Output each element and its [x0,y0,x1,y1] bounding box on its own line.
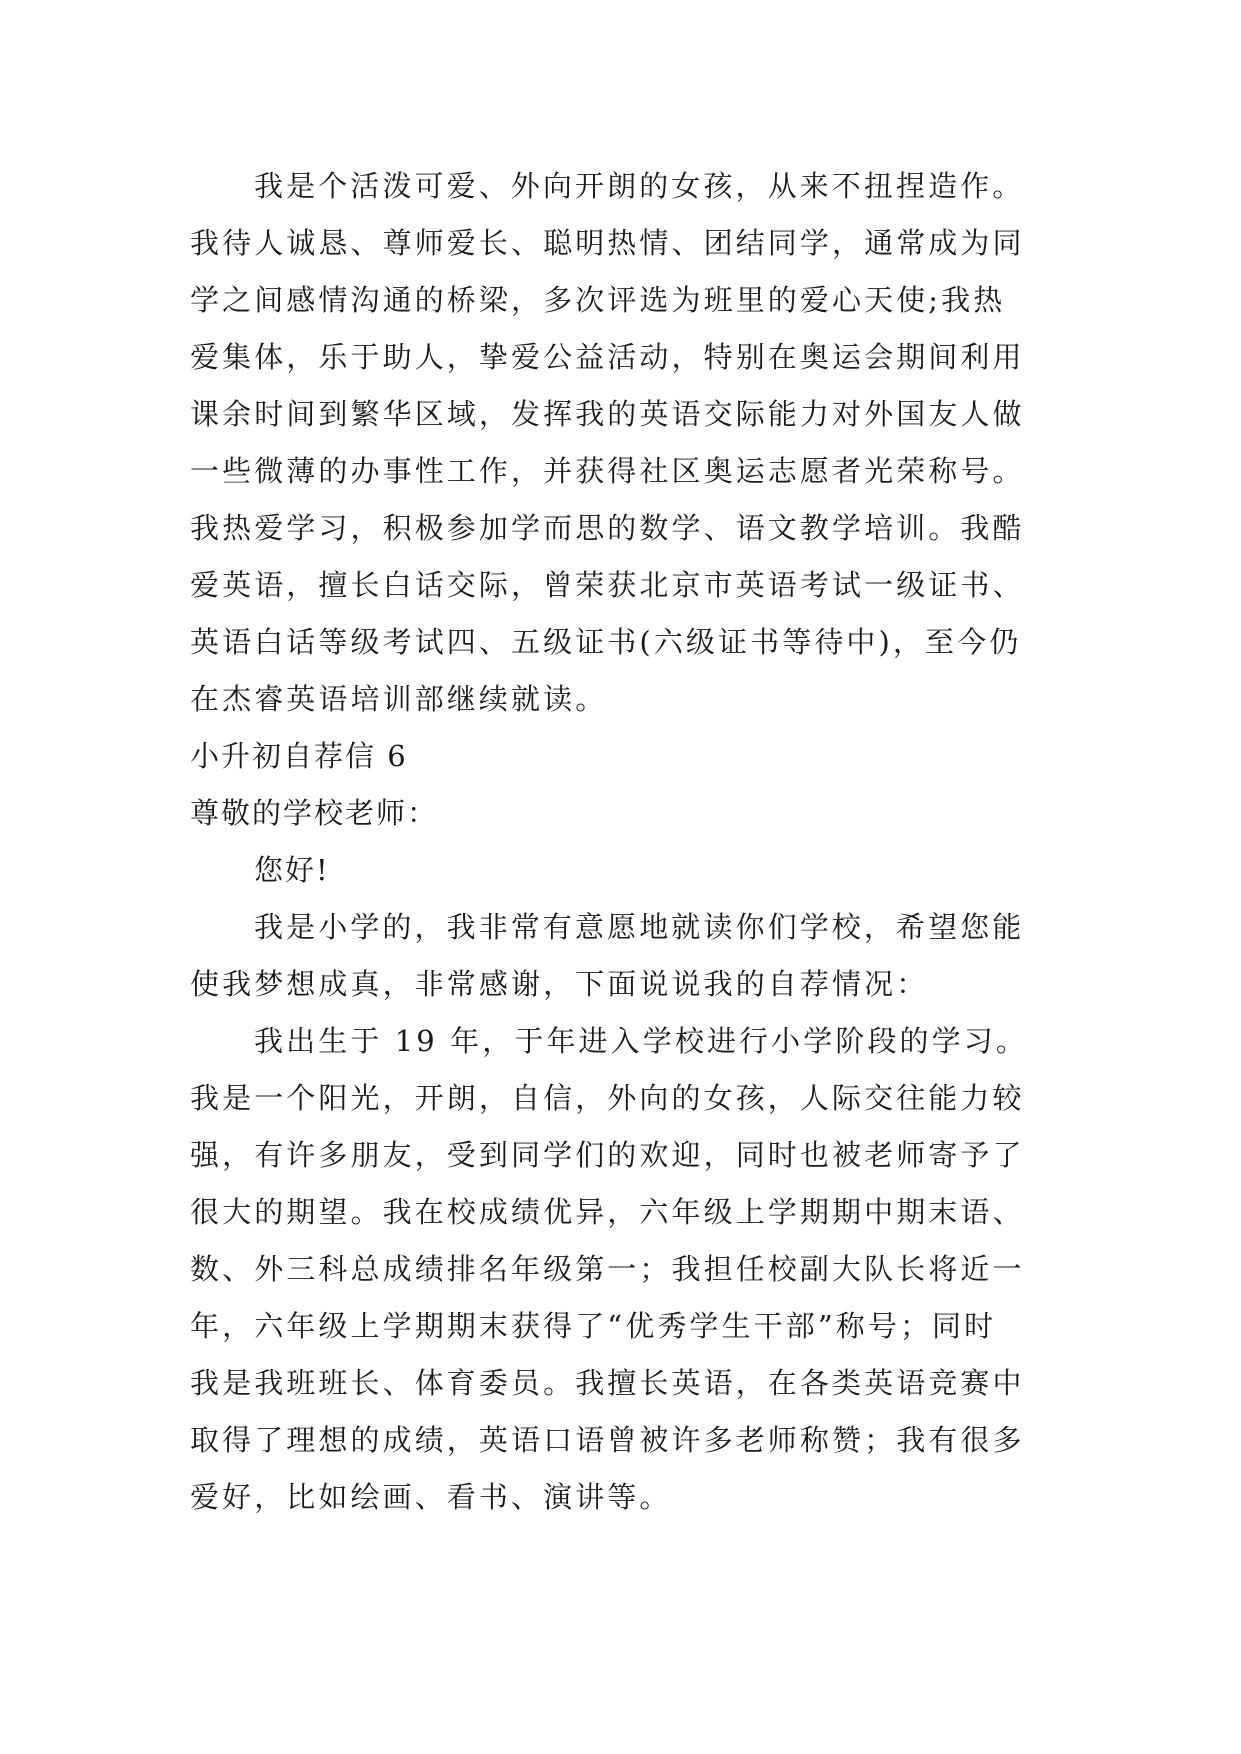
paragraph-line: 爱好，比如绘画、看书、演讲等。 [190,1480,672,1514]
paragraph-line: 我是我班班长、体育委员。我擅长英语，在各类英语竞赛中 [190,1366,1025,1400]
paragraph-line: 我热爱学习，积极参加学而思的数学、语文教学培训。我酷 [190,511,1025,545]
paragraph-line: 强，有许多朋友，受到同学们的欢迎，同时也被老师寄予了 [190,1138,1025,1172]
paragraph-line: 爱英语，擅长白话交际，曾荣获北京市英语考试一级证书、 [190,568,1025,602]
paragraph-line: 使我梦想成真，非常感谢，下面说说我的自荐情况： [190,967,929,1001]
paragraph-line: 爱集体，乐于助人，挚爱公益活动，特别在奥运会期间利用 [190,340,1025,374]
paragraph-line: 很大的期望。我在校成绩优异，六年级上学期期中期末语、 [190,1195,1025,1229]
paragraph-line: 数、外三科总成绩排名年级第一；我担任校副大队长将近一 [190,1252,1025,1286]
paragraph-line: 年，六年级上学期期末获得了“优秀学生干部”称号；同时 [190,1309,997,1343]
greeting: 您好! [254,853,330,887]
paragraph-line: 英语白话等级考试四、五级证书(六级证书等待中)，至今仍 [190,625,1022,659]
paragraph-line: 我待人诚恳、尊师爱长、聪明热情、团结同学，通常成为同 [190,226,1025,260]
paragraph-line: 我是小学的，我非常有意愿地就读你们学校，希望您能 [254,910,1025,944]
paragraph-line: 我是一个阳光，开朗，自信，外向的女孩，人际交往能力较 [190,1081,1025,1115]
section-title: 小升初自荐信 6 [190,739,408,773]
paragraph-line: 我出生于 19 年，于年进入学校进行小学阶段的学习。 [254,1024,1028,1058]
paragraph-line: 一些微薄的办事性工作，并获得社区奥运志愿者光荣称号。 [190,454,1025,488]
paragraph-line: 我是个活泼可爱、外向开朗的女孩，从来不扭捏造作。 [254,169,1025,203]
paragraph-line: 在杰睿英语培训部继续就读。 [190,682,608,716]
paragraph-line: 取得了理想的成绩，英语口语曾被许多老师称赞；我有很多 [190,1423,1025,1457]
paragraph-line: 课余时间到繁华区域，发挥我的英语交际能力对外国友人做 [190,397,1025,431]
salutation: 尊敬的学校老师： [190,796,439,830]
paragraph-line: 学之间感情沟通的桥梁，多次评选为班里的爱心天使;我热 [190,283,1006,317]
letter-body [190,158,1070,1526]
